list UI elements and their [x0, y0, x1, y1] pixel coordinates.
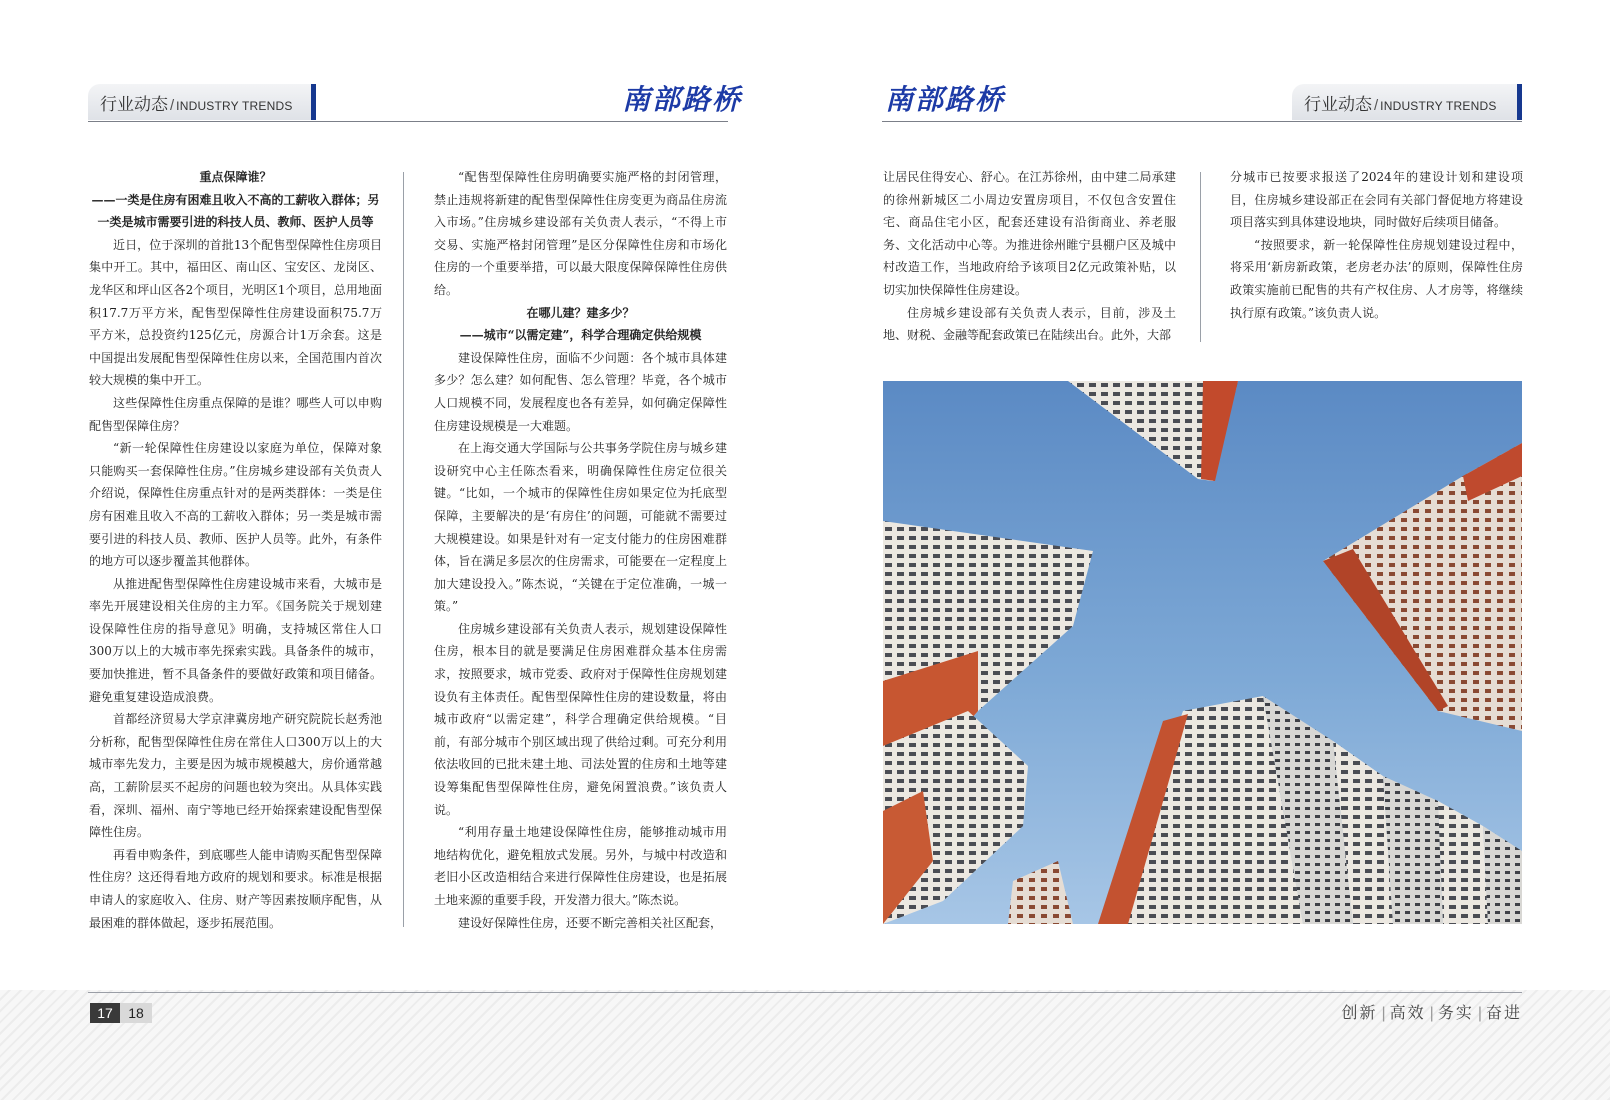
paragraph: 建设保障性住房，面临不少问题：各个城市具体建多少？怎么建？如何配售、怎么管理？毕竟，各个城市人口规模不同，发展程度也各有差异，如何确定保障性住房建设规模是一大难题。 — [434, 350, 727, 433]
paragraph: “按照要求，新一轮保障性住房规划建设过程中，将采用‘新房新政策，老房老办法’的原则，保障性住房政策实施前已配售的共有产权住房、人才房等，将继续执行原有政策。”该负责人说。 — [1230, 237, 1523, 320]
subhead-who-detail: ——一类是住房有困难且收入不高的工薪收入群体；另一类是城市需要引进的科技人员、教师、医护人员等 — [91, 192, 380, 230]
article-column-2 — [434, 166, 727, 934]
paragraph: 让居民住得安心、舒心。在江苏徐州，由中建二局承建的徐州新城区二小周边安置房项目，不仅包含安置住宅、商品住宅小区，配套还建设有沿街商业、养老服务、文化活动中心等。为推进徐州睢宁县棚户区及城中村改造工作，当地政府给予该项目2亿元政策补贴，以切实加快保障性住房建设。 — [883, 170, 1176, 297]
paragraph: 分城市已按要求报送了2024年的建设计划和建设项目，住房城乡建设部正在会同有关部门督促地方将建设项目落实到具体建设地块，同时做好后续项目储备。 — [1230, 170, 1523, 230]
page-number-left: 17 — [90, 1003, 120, 1023]
slogan-separator: | — [1381, 1005, 1386, 1022]
paragraph: 首都经济贸易大学京津冀房地产研究院院长赵秀池分析称，配售型保障性住房在常住人口300万以上的大城市率先发力，主要是因为城市规模越大，房价通常越高，工薪阶层买不起房的问题也较为突出。从具体实践看，深圳、福州、南宁等地已经开始探索建设配售型保障性住房。 — [89, 712, 382, 840]
section-title-slash: / — [170, 97, 175, 114]
slogan-separator: | — [1477, 1005, 1482, 1022]
page-number-right: 18 — [120, 1003, 152, 1023]
paragraph: “利用存量土地建设保障性住房，能够推动城市用地结构优化，避免粗放式发展。另外，与城中村改造和老旧小区改造相结合来进行保障性住房建设，也是拓展土地来源的重要手段，开发潜力很大。”陈杰说。 — [434, 825, 727, 907]
header-rule-right — [882, 121, 1522, 122]
paragraph: 在上海交通大学国际与公共事务学院住房与城乡建设研究中心主任陈杰看来，明确保障性住房定位很关键。“比如，一个城市的保障性住房如果定位为托底型保障，主要解决的是‘有房住’的问题，可能就不需要过大规模建设。如果是针对有一定支付能力的住房困难群体，旨在满足多层次的住房需求，可能要在一定程度上加大建设投入。”陈杰说，“关键在于定位准确，一城一策。” — [434, 441, 727, 614]
paragraph: 从推进配售型保障性住房建设城市来看，大城市是率先开展建设相关住房的主力军。《国务院关于规划建设保障性住房的指导意见》明确，支持城区常住人口300万以上的大城市率先探索实践。具备条件的城市，要加快推进，暂不具备条件的要做好政策和项目储备。避免重复建设造成浪费。 — [89, 576, 382, 704]
paragraph: “新一轮保障性住房建设以家庭为单位，保障对象只能购买一套保障性住房。”住房城乡建设部有关负责人介绍说，保障性住房重点针对的是两类群体：一类是住房有困难且收入不高的工薪收入群体；另一类是城市需要引进的科技人员、教师、医护人员等。此外，有条件的地方可以逐步覆盖其他群体。 — [89, 441, 382, 569]
paragraph: 再看申购条件，到底哪些人能申请购买配售型保障性住房？这还得看地方政府的规划和要求。标准是根据申请人的家庭收入、住房、财产等因素按顺序配售，从最困难的群体做起，逐步拓展范围。 — [89, 847, 382, 930]
slogan-word: 奋进 — [1485, 1005, 1522, 1022]
column-divider — [1200, 172, 1201, 342]
subhead-where: 在哪儿建？建多少？ — [526, 305, 635, 320]
footer-rule — [88, 992, 1522, 993]
header-rule-left — [88, 121, 728, 122]
subhead-where-detail: ——城市“以需定建”，科学合理确定供给规模 — [459, 328, 702, 343]
section-title-cn: 行业动态 — [1304, 95, 1372, 114]
section-tab-right — [1292, 84, 1522, 120]
slogan-word: 务实 — [1437, 1005, 1474, 1022]
paragraph: 住房城乡建设部有关负责人表示，目前，涉及土地、财税、金融等配套政策已在陆续出台。此外，大部 — [883, 305, 1176, 343]
subhead-who: 重点保障谁？ — [199, 170, 272, 184]
slogan-separator: | — [1429, 1005, 1434, 1022]
section-title-en: INDUSTRY TRENDS — [1380, 99, 1497, 113]
section-title-cn: 行业动态 — [100, 95, 168, 114]
paragraph: “配售型保障性住房明确要实施严格的封闭管理，禁止违规将新建的配售型保障性住房变更为商品住房流入市场。”住房城乡建设部有关负责人表示，“不得上市交易、实施严格封闭管理”是区分保障性住房和市场化住房的一个重要举措，可以最大限度保障保障性住房供给。 — [434, 170, 727, 297]
photo-highrise-buildings — [883, 381, 1522, 924]
article-column-3 — [883, 166, 1176, 347]
column-divider — [403, 172, 404, 927]
paragraph: 近日，位于深圳的首批13个配售型保障性住房项目集中开工。其中，福田区、南山区、宝安区、龙岗区、龙华区和坪山区各2个项目，光明区1个项目，总用地面积17.7万平方米，配售型保障性住房建设面积75.7万平方米，总投资约125亿元，房源合计1万余套。这是中国提出发展配售型保障性住房以来，全国范围内首次较大规模的集中开工。 — [89, 237, 382, 388]
paragraph: 住房城乡建设部有关负责人表示，规划建设保障性住房，根本目的就是要满足住房困难群众基本住房需求，按照要求，城市党委、政府对于保障性住房规划建设负有主体责任。配售型保障性住房的建设数量，将由城市政府“以需定建”，科学合理确定供给规模。“目前，有部分城市个别区域出现了供给过剩。可充分利用依法收回的已批未建土地、司法处置的住房和土地等建设筹集配售型保障性住房，避免闲置浪费。”该负责人说。 — [434, 621, 727, 817]
footer-slogan — [1341, 1000, 1522, 1023]
slogan-word: 创新 — [1341, 1005, 1378, 1022]
paragraph: 这些保障性住房重点保障的是谁？哪些人可以申购配售型保障住房？ — [89, 395, 382, 433]
brand-logo-left: 南部路桥 — [622, 83, 743, 116]
brand-logo-right: 南部路桥 — [885, 83, 1006, 116]
article-column-1 — [89, 166, 382, 934]
section-title-slash: / — [1374, 97, 1379, 114]
article-column-4 — [1230, 166, 1523, 324]
slogan-word: 高效 — [1389, 1005, 1426, 1022]
section-title-en: INDUSTRY TRENDS — [176, 99, 293, 113]
section-tab-left — [88, 84, 316, 120]
paragraph: 建设好保障性住房，还要不断完善相关社区配套， — [458, 915, 723, 930]
